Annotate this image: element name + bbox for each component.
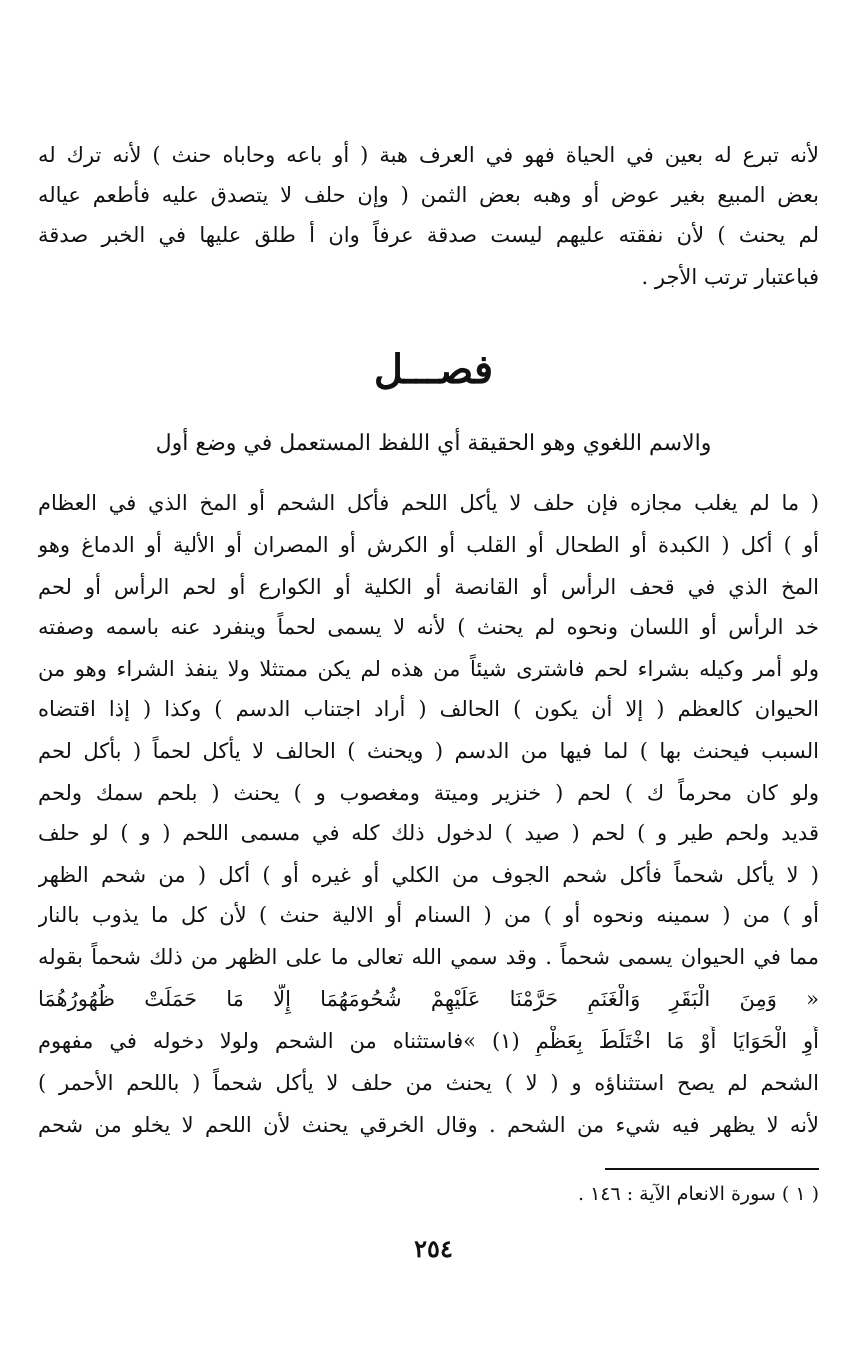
body-line: قديد ولحم طير و ) لحم ( صيد ) لدخول ذلك كله في مسمى اللحم ( و ) لو حلف bbox=[38, 821, 819, 845]
quran-verse-line: أَوِ الْحَوَايَا أَوْ مَا اخْتَلَطَ بِعَظْمٍ (١) »فاستثناه من الشحم ولولا دخوله في مفهوم bbox=[38, 1029, 819, 1053]
body-line: مما في الحيوان يسمى شحماً . وقد سمي الله تعالى ما على الظهر من ذلك شحماً بقوله bbox=[38, 945, 819, 969]
body-line: ( ما لم يغلب مجازه فإن حلف لا يأكل اللحم فأكل الشحم أو المخ الذي في العظام bbox=[38, 491, 819, 515]
top-paragraph-line: لأنه تبرع له بعين في الحياة فهو في العرف هبة ( أو باعه وحاباه حنث ) لأنه ترك له bbox=[38, 143, 819, 167]
section-heading: فصـــل bbox=[373, 346, 494, 393]
body-line: خد الرأس أو اللسان ونحوه لم يحنث ) لأنه لا يسمى لحماً وينفرد عنه باسمه وصفته bbox=[38, 615, 819, 639]
section-subtitle: والاسم اللغوي وهو الحقيقة أي اللفظ المستعمل في وضع أول bbox=[155, 431, 712, 456]
page-number: ٢٥٤ bbox=[414, 1234, 453, 1263]
body-line: أو ) أكل ( الكبدة أو الطحال أو القلب أو الكرش أو المصران أو الألية أو الدماغ وهو bbox=[38, 533, 819, 557]
top-paragraph-line: بعض المبيع بغير عوض أو وهبه بعض الثمن ( وإن حلف لا يتصدق عليه فأطعم عياله bbox=[38, 183, 819, 207]
body-line: أو ) من ( سمينه ونحوه أو ) من ( السنام أو الالية حنث ) لأن كل ما يذوب بالنار bbox=[38, 903, 819, 927]
body-line: السبب فيحنث بها ) لما فيها من الدسم ( ويحنث ) الحالف لا يأكل لحماً ( بأكل لحم bbox=[38, 739, 819, 763]
body-line: ( لا يأكل شحماً فأكل شحم الجوف من الكلي أو غيره أو ) أكل ( من شحم الظهر bbox=[38, 863, 819, 887]
footnote: ( ١ ) سورة الانعام الآية : ١٤٦ . bbox=[577, 1183, 819, 1205]
body-line: ولو أمر وكيله بشراء لحم فاشترى شيئاً من هذه لم يكن ممتثلا ولا ينفذ الشراء وهو من bbox=[38, 657, 819, 681]
footnote-divider bbox=[605, 1168, 819, 1170]
body-line: الشحم لم يصح استثناؤه و ( لا ) يحنث من حلف لا يأكل شحماً ( باللحم الأحمر ) bbox=[38, 1071, 819, 1095]
top-paragraph-line: لم يحنث ) لأن نفقته عليهم ليست صدقة عرفاً وان أ طلق عليها في الخبر صدقة bbox=[38, 223, 819, 247]
top-paragraph-line: فباعتبار ترتب الأجر . bbox=[641, 265, 819, 289]
body-line: ولو كان محرماً ك ) لحم ( خنزير وميتة ومغصوب و ) يحنث ( بلحم سمك ولحم bbox=[38, 781, 819, 805]
body-line: المخ الذي في قحف الرأس أو القانصة أو الكلية أو الكوارع أو لحم الرأس أو لحم bbox=[38, 575, 819, 599]
body-line: الحيوان كالعظم ( إلا أن يكون ) الحالف ( أراد اجتناب الدسم ) وكذا ( إذا اقتضاه bbox=[38, 697, 819, 721]
quran-verse-line: « وَمِنَ الْبَقَرِ وَالْغَنَمِ حَرَّمْنَا عَلَيْهِمْ شُحُومَهُمَا إِلَّا مَا حَمَلَتْ ظُهُورُهُمَا bbox=[38, 987, 819, 1011]
body-line: لأنه لا يظهر فيه شيء من الشحم . وقال الخرقي يحنث لأن اللحم لا يخلو من شحم bbox=[38, 1113, 819, 1137]
